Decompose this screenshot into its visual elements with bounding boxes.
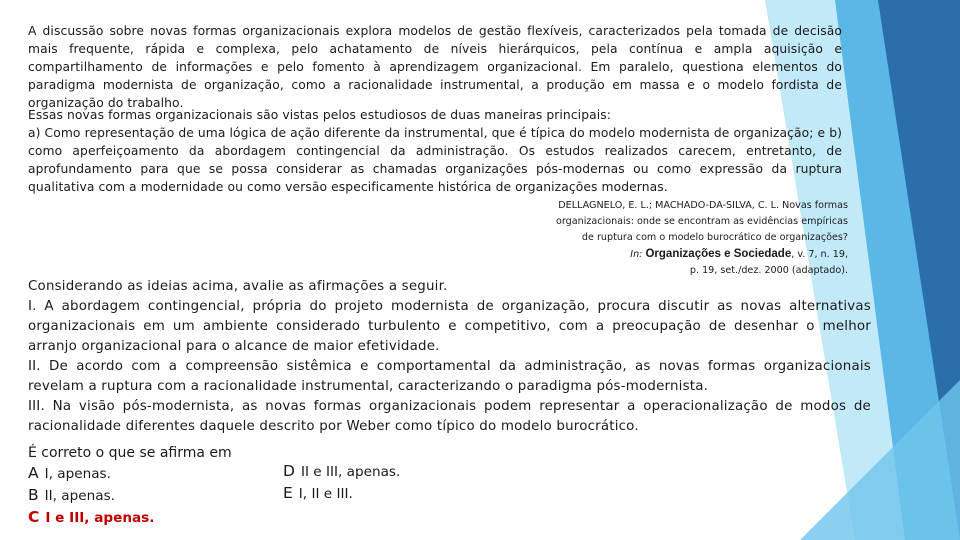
context-paragraph-2 — [28, 106, 842, 196]
question-prompt: É correto o que se afirma em — [28, 445, 232, 461]
options-column-right — [283, 461, 400, 505]
reference-line-4 — [508, 246, 848, 263]
option-b-text: II, apenas. — [44, 488, 115, 504]
statement-2: II. De acordo com a compreensão sistêmica e comportamental da administração, as novas formas organizacionais revelam a ruptura com a racionalidade instrumental, caracterizando o paradigma pós-modernista. — [28, 359, 871, 394]
option-b-letter: B — [28, 486, 39, 504]
question-stem — [28, 277, 871, 437]
option-d-letter: D — [283, 462, 295, 480]
reference-line-5: p. 19, set./dez. 2000 (adaptado). — [689, 265, 848, 276]
option-e-text: I, II e III. — [298, 486, 353, 502]
statement-1: I. A abordagem contingencial, própria do projeto modernista de organização, procura discutir as novas alternativas organizacionais em um ambiente considerado turbulento e competitivo, com a preocupação de desenhar o melhor arranjo organizacional para o alcance de maior efetividade. — [28, 299, 871, 354]
reference-line-1: DELLAGNELO, E. L.; MACHADO-DA-SILVA, C. L. Novas formas — [558, 200, 848, 211]
option-d[interactable] — [283, 461, 400, 483]
reference-details: , v. 7, n. 19, — [791, 249, 848, 260]
options-column-left — [28, 463, 154, 529]
paragraph-2-intro: Essas novas formas organizacionais são vistas pelos estudiosos de duas maneiras principais: — [28, 108, 611, 122]
statement-3: III. Na visão pós-modernista, as novas formas organizacionais podem representar a operacionalização de modos de racionalidade diferentes daquele descrito por Weber como típico do modelo burocrático. — [28, 399, 871, 434]
option-e-letter: E — [283, 484, 293, 502]
option-a-letter: A — [28, 464, 39, 482]
option-c-correct[interactable] — [28, 507, 154, 529]
option-a-text: I, apenas. — [44, 466, 111, 482]
option-e[interactable] — [283, 483, 400, 505]
reference-line-3: de ruptura com o modelo burocrático de organizações? — [581, 232, 848, 243]
paragraph-2-body: a) Como representação de uma lógica de ação diferente da instrumental, que é típica do modelo modernista de organização; e b) como aperfeiçoamento da abordagem contingencial da administração. Os estudos realizados carecem, entretanto, de aprofundamento para que se possa considerar as chamadas organizações pós-modernas ou como expressão da ruptura qualitativa com a modernidade ou como versão especificamente histórica de organizações modernas. — [28, 126, 842, 194]
reference-line-2: organizacionais: onde se encontram as evidências empíricas — [556, 216, 848, 227]
option-d-text: II e III, apenas. — [300, 464, 401, 480]
stem-intro: Considerando as ideias acima, avalie as afirmações a seguir. — [28, 279, 448, 294]
option-c-text: I e III, apenas. — [45, 510, 155, 526]
option-c-letter: C — [28, 508, 40, 526]
reference-in-label: In: — [630, 249, 643, 260]
bibliographic-reference — [508, 198, 848, 279]
option-b[interactable] — [28, 485, 154, 507]
reference-journal: Organizações e Sociedade — [645, 248, 792, 260]
context-paragraph-1: A discussão sobre novas formas organizacionais explora modelos de gestão flexíveis, caracterizados pela tomada de decisão mais frequente, rápida e complexa, pelo achatamento de níveis hierárquicos, pela contínua e ampla aquisição e compartilhamento de informações e pelo fomento à aprendizagem organizacional. Em paralelo, questiona elementos do paradigma modernista de organização, como a racionalidade instrumental, a produção em massa e o modelo fordista de organização do trabalho. — [28, 24, 842, 110]
option-a[interactable] — [28, 463, 154, 485]
